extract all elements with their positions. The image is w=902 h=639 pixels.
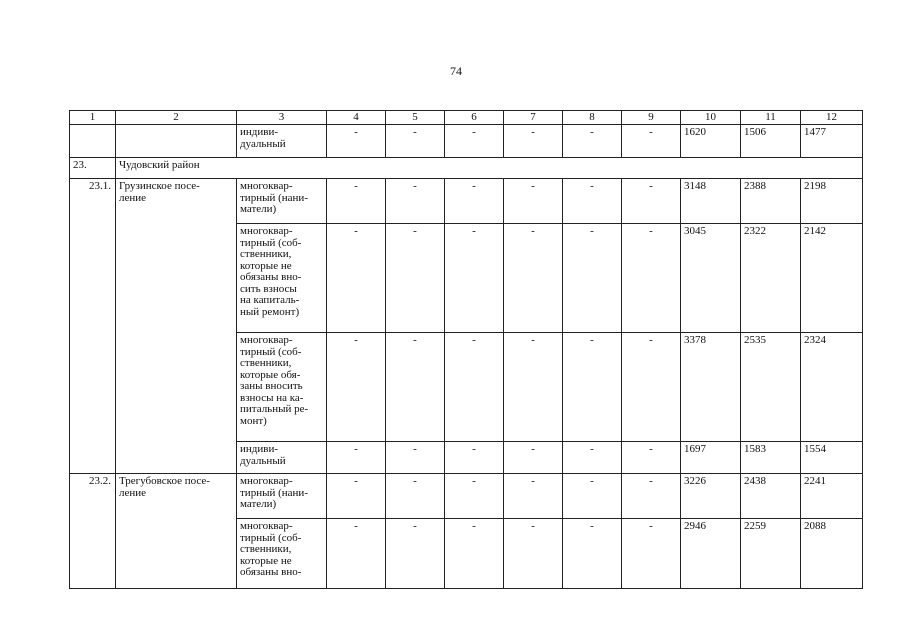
housing-type: многоквар- тирный (соб- ственники, которые не обязаны вно- [237,519,327,589]
value-dash: - [327,179,386,224]
header-cell: 3 [237,111,327,125]
tariff-table [69,110,863,589]
value-cell: 2241 [801,474,863,519]
header-cell: 2 [116,111,237,125]
value-dash: - [622,474,681,519]
value-cell: 3226 [681,474,741,519]
value-dash: - [327,125,386,158]
value-dash: - [504,125,563,158]
value-dash: - [445,125,504,158]
value-cell: 1554 [801,442,863,474]
value-cell: 2388 [741,179,801,224]
row-number: 23.1. [70,179,116,474]
value-cell: 3045 [681,224,741,333]
table-row [70,179,863,224]
value-dash: - [386,224,445,333]
value-dash: - [445,474,504,519]
value-dash: - [622,179,681,224]
row-number [70,125,116,158]
header-cell: 4 [327,111,386,125]
value-dash: - [327,224,386,333]
district-name: Чудовский район [116,158,863,179]
value-dash: - [386,474,445,519]
value-dash: - [563,125,622,158]
value-cell: 3378 [681,333,741,442]
header-cell: 9 [622,111,681,125]
header-cell: 11 [741,111,801,125]
value-dash: - [504,224,563,333]
housing-type: индиви- дуальный [237,125,327,158]
value-dash: - [386,442,445,474]
value-cell: 2535 [741,333,801,442]
value-dash: - [622,442,681,474]
value-cell: 2438 [741,474,801,519]
value-dash: - [622,224,681,333]
header-cell: 1 [70,111,116,125]
value-cell: 2324 [801,333,863,442]
value-dash: - [327,442,386,474]
value-dash: - [386,519,445,589]
value-dash: - [504,474,563,519]
header-cell: 12 [801,111,863,125]
value-dash: - [327,333,386,442]
value-dash: - [386,333,445,442]
table-row [70,125,863,158]
value-cell: 2259 [741,519,801,589]
value-dash: - [563,519,622,589]
settlement-name: Трегубовское посе- ление [116,474,237,589]
value-dash: - [622,519,681,589]
housing-type: индиви- дуальный [237,442,327,474]
value-dash: - [563,442,622,474]
housing-type: многоквар- тирный (соб- ственники, которые обя- заны вносить взносы на ка- питальный ре- монт) [237,333,327,442]
value-dash: - [327,519,386,589]
table-body [70,111,863,589]
value-cell: 1506 [741,125,801,158]
district-row [70,158,863,179]
value-dash: - [563,474,622,519]
value-dash: - [504,519,563,589]
value-dash: - [563,224,622,333]
header-row [70,111,863,125]
value-cell: 1620 [681,125,741,158]
value-dash: - [386,179,445,224]
header-cell: 10 [681,111,741,125]
value-dash: - [504,333,563,442]
value-dash: - [445,333,504,442]
value-cell: 2946 [681,519,741,589]
table-row [70,474,863,519]
value-dash: - [504,442,563,474]
value-cell: 2198 [801,179,863,224]
header-cell: 8 [563,111,622,125]
value-dash: - [622,125,681,158]
header-cell: 6 [445,111,504,125]
value-dash: - [445,519,504,589]
value-dash: - [445,442,504,474]
row-number: 23.2. [70,474,116,589]
value-cell: 1583 [741,442,801,474]
value-dash: - [327,474,386,519]
value-dash: - [504,179,563,224]
value-dash: - [563,179,622,224]
housing-type: многоквар- тирный (нани- матели) [237,474,327,519]
value-dash: - [445,224,504,333]
row-number: 23. [70,158,116,179]
value-cell: 2142 [801,224,863,333]
housing-type: многоквар- тирный (нани- матели) [237,179,327,224]
value-cell: 2322 [741,224,801,333]
value-cell: 3148 [681,179,741,224]
header-cell: 5 [386,111,445,125]
value-cell: 1697 [681,442,741,474]
value-cell: 1477 [801,125,863,158]
value-cell: 2088 [801,519,863,589]
settlement-name: Грузинское посе- ление [116,179,237,474]
page-number: 74 [450,64,462,78]
header-cell: 7 [504,111,563,125]
value-dash: - [563,333,622,442]
value-dash: - [445,179,504,224]
settlement-name [116,125,237,158]
housing-type: многоквар- тирный (соб- ственники, которые не обязаны вно- сить взносы на капиталь- ный ремонт) [237,224,327,333]
value-dash: - [622,333,681,442]
value-dash: - [386,125,445,158]
